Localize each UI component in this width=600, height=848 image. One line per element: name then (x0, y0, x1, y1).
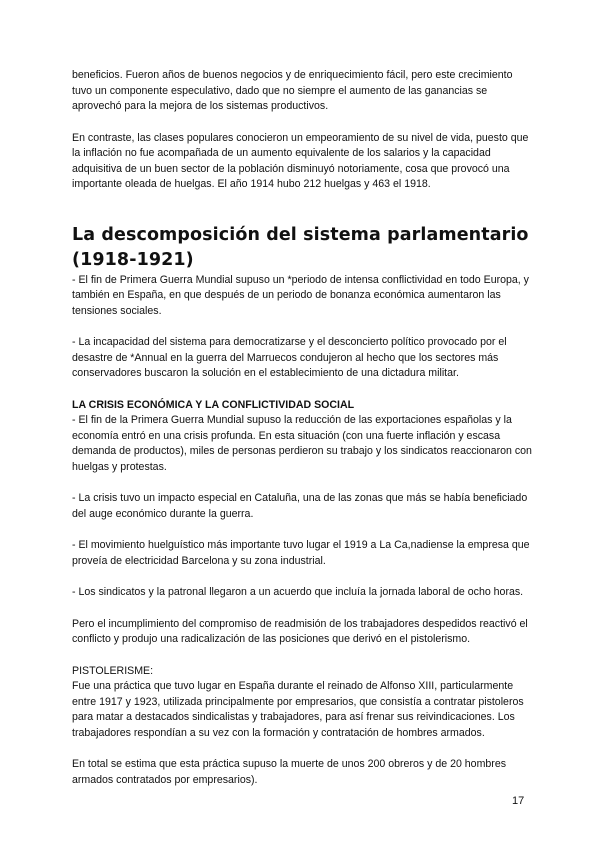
paragraph-end-of-war: - El fin de Primera Guerra Mundial supuso un *periodo de intensa conflictividad en todo Europa, y también en España, en que después de un periodo de bonanza económica aumentaron las tensiones sociales. (72, 273, 529, 317)
paragraph-agreement: - Los sindicatos y la patronal llegaron a un acuerdo que incluía la jornada laboral de ocho horas. (72, 586, 524, 598)
paragraph-readmission: Pero el incumplimiento del compromiso de readmisión de los trabajadores despedidos reactivó el conflicto y produjo una radicalización de las posiciones que derivó en el pistolerismo. (72, 617, 528, 645)
pistolerisme-title: PISTOLERISME: (72, 664, 154, 677)
page-number: 17 (512, 795, 525, 807)
document-page (72, 68, 534, 788)
paragraph-pistolerisme-definition: Fue una práctica que tuvo lugar en España durante el reinado de Alfonso XIII, particularmente entre 1917 y 1923, utilizada principalmente por empresarios, que consistía a contratar pistoleros para matar a destacados sindicalistas y trabajadores, para así frenar sus reivindicaciones. Los trabajadores respondían a su vez con la formación y contratación de hombres armados. (72, 680, 524, 739)
paragraph-pistolerisme-total: En total se estima que esta práctica supuso la muerte de unos 200 obreros y de 20 hombres armados contratados por empresarios). (72, 758, 507, 786)
paragraph-popular-classes: En contraste, las clases populares conocieron un empeoramiento de su nivel de vida, puesto que la inflación no fue acompañada de un aumento equivalente de los salarios y la capacidad adquisitiva de un buen sector de la población disminuyó notoriamente, cosa que provocó una importante oleada de huelgas. El año 1914 hubo 212 huelgas y 463 el 1918. (72, 131, 529, 190)
paragraph-cataluna: - La crisis tuvo un impacto especial en Cataluña, una de las zonas que más se había beneficiado del auge económico durante la guerra. (72, 492, 528, 520)
paragraph-strike-movement: - El movimiento huelguístico más importante tuvo lugar el 1919 a La Ca,nadiense la empresa que proveía de electricidad Barcelona y su zona industrial. (72, 539, 530, 567)
paragraph-incapacity: - La incapacidad del sistema para democratizarse y el desconcierto político provocado por el desastre de *Annual en la guerra del Marruecos condujeron al hecho que los sectores más conservadores buscaron la solución en el establecimiento de una dictadura militar. (72, 336, 507, 379)
subsection-title: LA CRISIS ECONÓMICA Y LA CONFLICTIVIDAD SOCIAL (72, 398, 355, 411)
paragraph-benefits: beneficios. Fueron años de buenos negocios y de enriquecimiento fácil, pero este crecimiento tuvo un componente especulativo, dado que no siempre el aumento de las ganancias se aprovechó para la mejora de los sistemas productivos. (72, 69, 513, 112)
section-title: La descomposición del sistema parlamentario (1918-1921) (72, 224, 529, 270)
paragraph-crisis: - El fin de la Primera Guerra Mundial supuso la reducción de las exportaciones españolas y la economía entró en una crisis profunda. En esta situación (con una fuerte inflación y escasa demanda de productos), miles de personas perdieron su trabajo y los sindicatos reaccionaron con huelgas y protestas. (72, 414, 532, 473)
